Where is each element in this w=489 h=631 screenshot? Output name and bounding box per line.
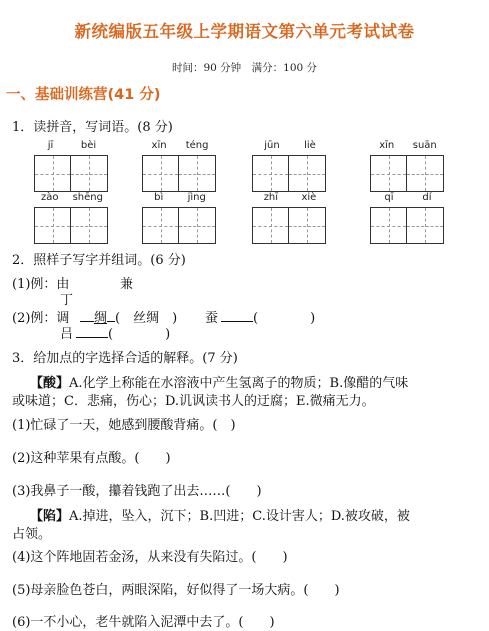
q2-line1-char: 兼	[120, 277, 134, 292]
q3-sentence-2: (2)这种苹果有点酸。( )	[12, 451, 171, 466]
section-title: 一、基础训练营(41 分)	[6, 87, 161, 103]
q3-def1	[30, 372, 408, 391]
writing-box[interactable]	[252, 155, 289, 192]
q2-line2-answer: 绸 ( 丝绸 )	[80, 307, 177, 326]
q3-def2-head: 【陷】	[30, 509, 70, 524]
pinyin-group	[370, 192, 446, 244]
q3-sentence-4: (4)这个阵地固若金汤，从来没有失陷过。( )	[12, 550, 288, 565]
writing-box[interactable]	[34, 155, 71, 192]
q3-sentence-6: (6)一不小心，老牛就陷入泥潭中去了。( )	[12, 615, 275, 630]
pinyin-group	[252, 192, 328, 244]
q2-line1-sub: 丁	[60, 293, 74, 308]
pinyin-group	[34, 192, 110, 244]
q3-sentence-5: (5)母亲脸色苍白，两眼深陷，好似得了一场大病。( )	[12, 583, 340, 598]
writing-box[interactable]	[289, 155, 326, 192]
pinyin: xīn	[151, 140, 167, 151]
pinyin: zào	[41, 192, 59, 203]
pinyin: xiè	[301, 192, 317, 203]
q3-def2	[30, 505, 410, 524]
writing-box[interactable]	[179, 207, 216, 244]
pinyin: zhī	[263, 192, 279, 203]
q3-def1-text2: 或味道；C．悲痛，伤心；D.讥讽读书人的迂腐；E.微痛无力。	[12, 394, 375, 409]
exam-title: 新统编版五年级上学期语文第六单元考试试卷	[74, 22, 415, 41]
pinyin: shēng	[72, 192, 103, 203]
pinyin: xīn	[379, 140, 395, 151]
writing-box[interactable]	[71, 155, 108, 192]
q3-def2-text: A.掉进，坠入，沉下；B.凹进；C.设计害人；D.被攻破，被	[69, 509, 410, 524]
q3-def2-text2: 占领。	[12, 527, 52, 542]
writing-box[interactable]	[407, 207, 444, 244]
writing-box[interactable]	[370, 155, 407, 192]
writing-box[interactable]	[370, 207, 407, 244]
pinyin-group	[252, 140, 328, 192]
writing-box[interactable]	[407, 155, 444, 192]
q3-sentence-3: (3)我鼻子一酸，攥着钱跑了出去……( )	[12, 484, 262, 499]
writing-box[interactable]	[179, 155, 216, 192]
pinyin: qī	[384, 192, 394, 203]
q2-line2-char: 蚕	[205, 311, 219, 326]
pinyin: jìng	[187, 192, 206, 203]
writing-box[interactable]	[142, 207, 179, 244]
pinyin: dí	[422, 192, 432, 203]
q2-example-compound: 丝绸	[133, 311, 160, 326]
pinyin: suān	[412, 140, 437, 151]
q2-line2-label: (2)例：调	[12, 311, 70, 326]
q2-line2-blank[interactable]: ( )	[221, 307, 315, 326]
pinyin-group	[370, 140, 446, 192]
q3-sentence-1: (1)忙碌了一天，她感到腰酸背痛。( )	[12, 418, 236, 433]
q2-prompt: 2．照样子写字并组词。(6 分)	[12, 253, 186, 268]
writing-box[interactable]	[289, 207, 326, 244]
pinyin: liè	[304, 140, 316, 151]
q2-line2-sub-label: 吕	[60, 327, 74, 342]
pinyin: jūn	[264, 140, 280, 151]
q2-example-word: 绸	[94, 311, 108, 326]
pinyin-group	[142, 192, 218, 244]
pinyin: bì	[154, 192, 164, 203]
q3-def1-text: A.化学上称能在水溶液中产生氢离子的物质；B.像醋的气味	[69, 376, 409, 391]
pinyin-group	[142, 140, 218, 192]
q1-prompt: 1．读拼音，写词语。(8 分)	[12, 120, 173, 135]
pinyin: jī	[47, 140, 54, 151]
writing-box[interactable]	[252, 207, 289, 244]
q2-line1-label: (1)例：由	[12, 277, 70, 292]
q3-prompt: 3．给加点的字选择合适的解释。(7 分)	[12, 351, 238, 366]
pinyin-group	[34, 140, 110, 192]
pinyin: téng	[185, 140, 209, 151]
exam-meta: 时间：90 分钟 满分：100 分	[171, 62, 318, 74]
q3-def1-head: 【酸】	[30, 376, 70, 391]
writing-box[interactable]	[34, 207, 71, 244]
writing-box[interactable]	[71, 207, 108, 244]
writing-box[interactable]	[142, 155, 179, 192]
q2-line2-sub-blank[interactable]: ( )	[76, 323, 170, 342]
pinyin: bèi	[80, 140, 97, 151]
